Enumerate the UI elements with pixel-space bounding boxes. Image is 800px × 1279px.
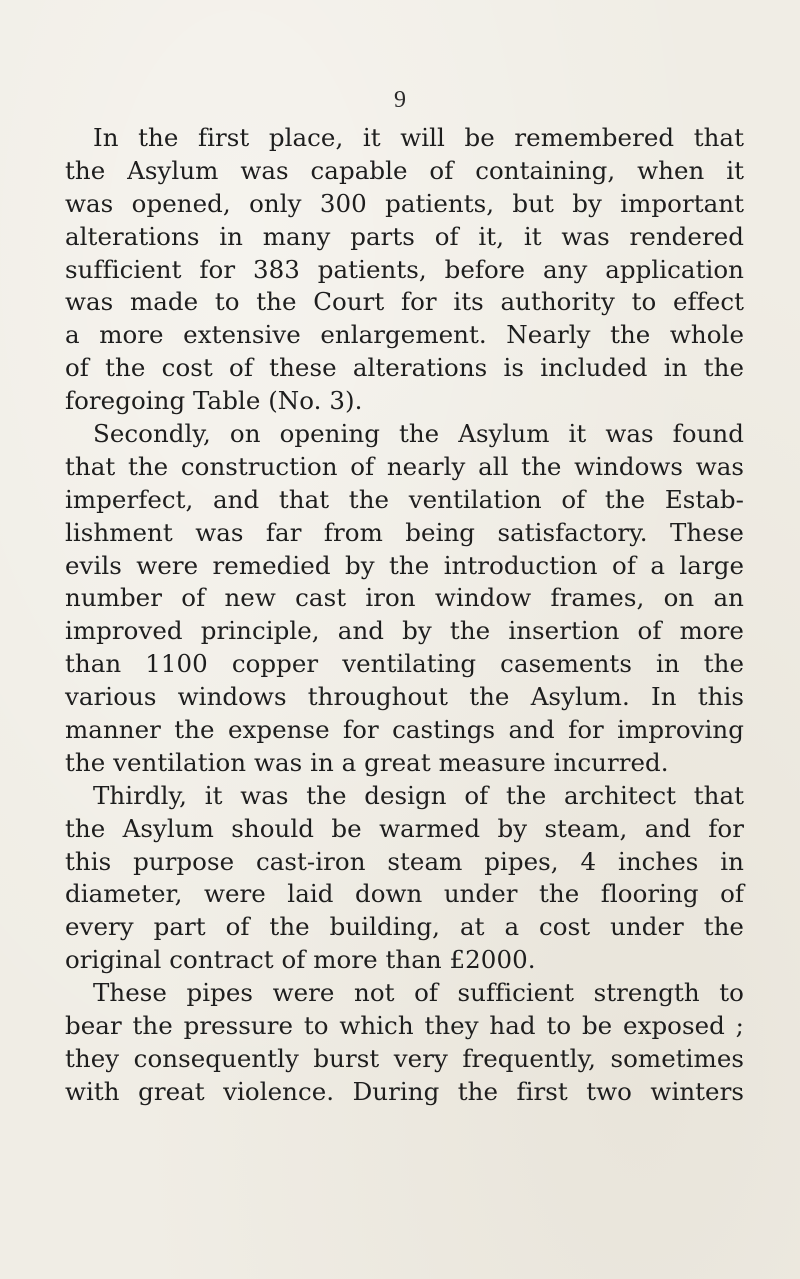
text-line: various windows throughout the Asylum. In this [65,682,744,712]
text-line: a more extensive enlargement. Nearly the whole [65,320,744,350]
text-line: with great violence. During the first two winters [65,1076,744,1106]
text-line: sufficient for 383 patients, before any application [65,254,744,284]
text-line: the ventilation was in a great measure incurred. [65,747,669,777]
text-line: foregoing Table (No. 3). [65,386,363,416]
text-line: of the cost of these alterations is included in the [65,353,744,383]
text-line: every part of the building, at a cost under the [65,912,744,942]
text-line: was made to the Court for its authority to effect [65,287,744,317]
text-line: improved principle, and by the insertion of more [65,616,744,646]
body-text [65,122,744,1109]
text-line: alterations in many parts of it, it was rendered [65,221,744,251]
text-line: number of new cast iron window frames, on an [65,583,744,613]
text-line: this purpose cast-iron steam pipes, 4 inches in [65,846,744,876]
text-line: imperfect, and that the ventilation of the Estab- [65,484,744,514]
text-line: In the first place, it will be remembered that [93,123,744,152]
text-line: lishment was far from being satisfactory. These [65,517,744,547]
text-line: These pipes were not of sufficient strength to [93,978,744,1008]
text-line: original contract of more than £2000. [65,945,536,975]
text-line: Thirdly, it was the design of the architect that [93,780,744,810]
text-line: was opened, only 300 patients, but by important [65,188,744,218]
page-number: 9 [394,87,406,113]
text-line: they consequently burst very frequently, sometimes [65,1043,744,1073]
text-line: that the construction of nearly all the windows was [65,451,744,481]
text-line: the Asylum was capable of containing, when it [65,155,744,185]
text-line: the Asylum should be warmed by steam, and for [65,813,744,843]
text-line: Secondly, on opening the Asylum it was found [93,419,744,449]
text-line: manner the expense for castings and for improving [65,715,744,745]
text-line: than 1100 copper ventilating casements in the [65,649,744,679]
text-line: diameter, were laid down under the flooring of [65,879,744,909]
text-line: bear the pressure to which they had to be exposed ; [65,1011,744,1041]
text-line: evils were remedied by the introduction of a large [65,550,744,580]
